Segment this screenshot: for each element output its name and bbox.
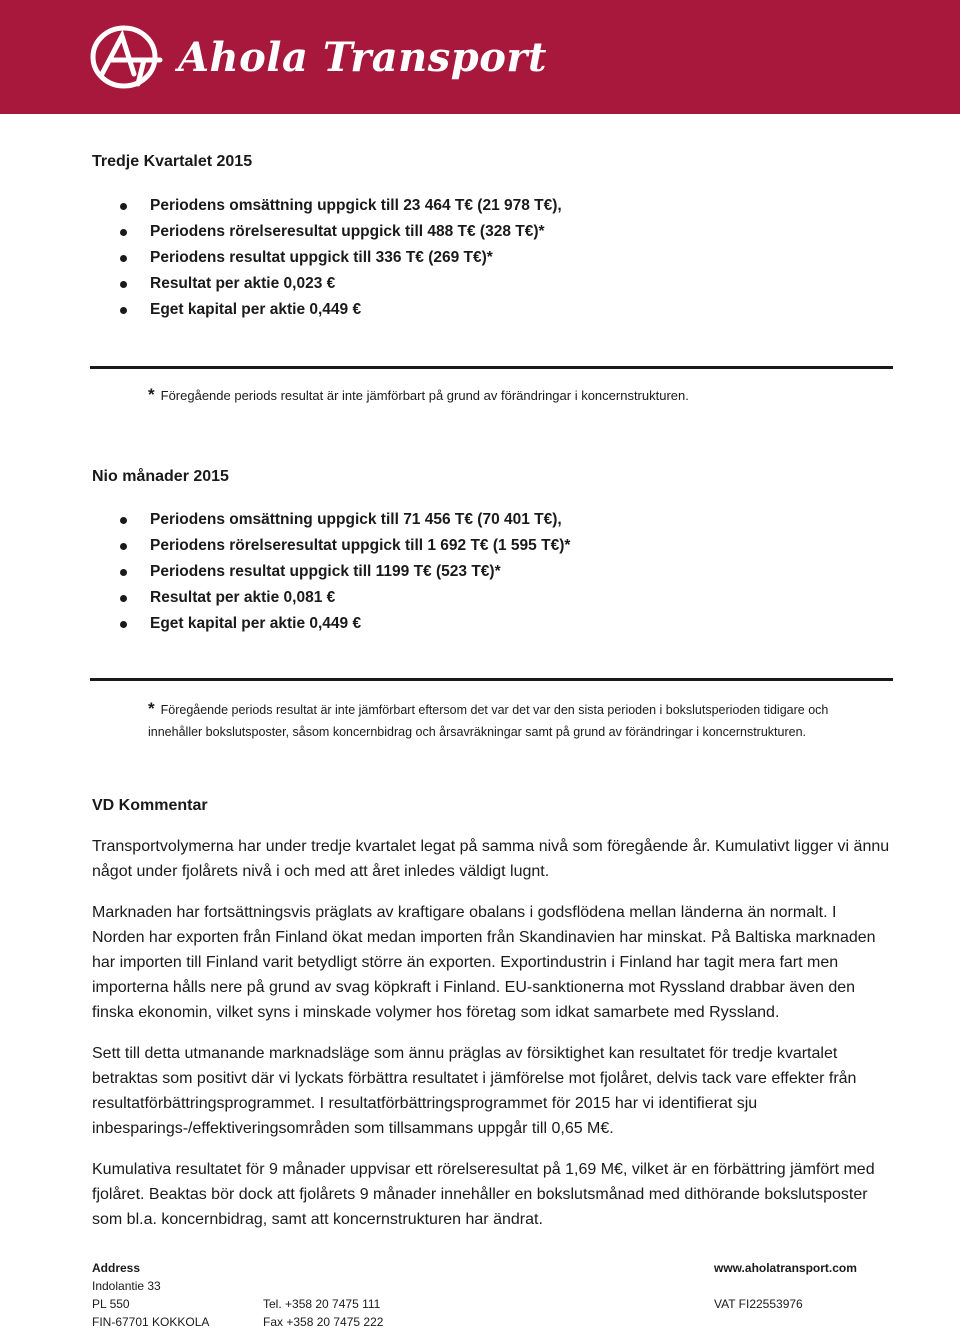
ceo-paragraph: Kumulativa resultatet för 9 månader uppvisar ett rörelseresultat på 1,69 M€, vilket är en förbättring jämfört med fjolåret. Beaktas bör dock att fjolårets 9 månader innehåller en bokslutsmånad med dithörande bokslutsposter som bl.a. koncernbidrag, samt att koncernstrukturen har ändrat. xyxy=(92,1161,875,1228)
footer-vat: VAT FI22553976 xyxy=(714,1297,803,1311)
list-item: Periodens resultat uppgick till 336 T€ (269 T€)* xyxy=(120,245,562,271)
nine-months-heading: Nio månader 2015 xyxy=(92,468,229,485)
q3-bullet-list xyxy=(120,193,562,323)
logo-wordmark: Ahola Transport xyxy=(178,34,547,81)
ahola-logo-icon xyxy=(88,24,170,90)
list-item: Eget kapital per aktie 0,449 € xyxy=(120,297,562,323)
list-item: Periodens omsättning uppgick till 23 464 T€ (21 978 T€), xyxy=(120,193,562,219)
asterisk: * xyxy=(148,385,155,404)
footer-website-link[interactable]: www.aholatransport.com xyxy=(714,1261,857,1275)
footer-po-box: PL 550 xyxy=(92,1297,130,1311)
nine-months-bullet-list xyxy=(120,507,570,637)
ceo-paragraph: Transportvolymerna har under tredje kvartalet legat på samma nivå som föregående år. Kumulativt ligger vi ännu något under fjolårets nivå i och med att året inledes väldigt lugnt. xyxy=(92,838,890,880)
list-item: Eget kapital per aktie 0,449 € xyxy=(120,611,570,637)
footer-fax: Fax +358 20 7475 222 xyxy=(263,1315,384,1329)
footer-street: Indolantie 33 xyxy=(92,1279,161,1293)
list-item: Periodens omsättning uppgick till 71 456 T€ (70 401 T€), xyxy=(120,507,570,533)
footer-tel: Tel. +358 20 7475 111 xyxy=(263,1297,381,1311)
ceo-paragraph: Sett till detta utmanande marknadsläge som ännu präglas av försiktighet kan resultatet för tredje kvartalet betraktas som positivt där vi lyckats förbättra resultatet i jämförelse mot fjolåret, delvis tack vare effekter från resultatförbättringsprogrammet. I resultatförbättringsprogrammet för 2015 har vi identifierat sju inbesparings-/effektiveringsområden som tillsammans uppgår till 0,65 M€. xyxy=(92,1045,857,1137)
q3-footnote: * Föregående periods resultat är inte jämförbart på grund av förändringar i koncernstrukturen. xyxy=(148,385,689,404)
divider xyxy=(90,366,893,369)
list-item: Resultat per aktie 0,081 € xyxy=(120,585,570,611)
page-header xyxy=(0,0,960,114)
list-item: Periodens resultat uppgick till 1199 T€ (523 T€)* xyxy=(120,559,570,585)
nine-months-footnote: * Föregående periods resultat är inte jämförbart eftersom det var det var den sista perioden i bokslutsperioden tidigare och innehåller bokslutsposter, såsom koncernbidrag och årsavräkningar samt på grund av förändringar i koncernstrukturen. xyxy=(148,699,829,739)
divider xyxy=(90,678,893,681)
list-item: Resultat per aktie 0,023 € xyxy=(120,271,562,297)
ceo-paragraph: Marknaden har fortsättningsvis präglats av kraftigare obalans i godsflödena mellan länderna än normalt. I Norden har exporten från Finland ökat medan importen från Skandinavien har minskat. På Baltiska marknaden har importen till Finland varit betydligt större än exporten. Exportindustrin i Finland har tagit mera fart men importerna hålls nere på grund av svag köpkraft i Finland. EU-sanktionerna mot Ryssland drabbar även den finska ekonomin, vilket syns i minskade volymer hos företag som idkat samarbete med Ryssland. xyxy=(92,904,876,1021)
ceo-heading: VD Kommentar xyxy=(92,797,208,814)
asterisk: * xyxy=(148,699,155,718)
list-item: Periodens rörelseresultat uppgick till 1 692 T€ (1 595 T€)* xyxy=(120,533,570,559)
footer-postal: FIN-67701 KOKKOLA xyxy=(92,1315,210,1329)
q3-heading: Tredje Kvartalet 2015 xyxy=(92,153,253,170)
list-item: Periodens rörelseresultat uppgick till 488 T€ (328 T€)* xyxy=(120,219,562,245)
footer-address-label: Address xyxy=(92,1261,141,1275)
